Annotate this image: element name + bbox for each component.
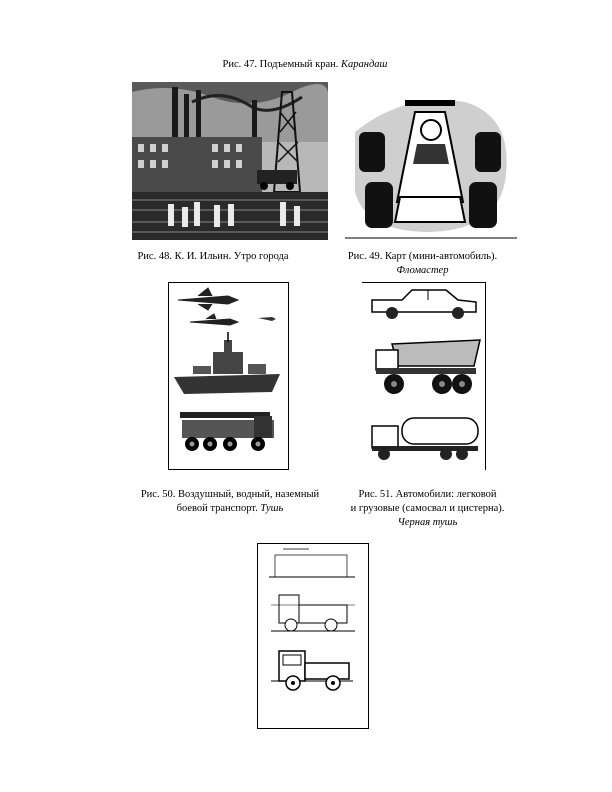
caption-fig-49-medium: Фломастер [396,265,449,276]
caption-fig-50-line1: Рис. 50. Воздушный, водный, наземный [140,489,320,500]
caption-fig-49 [330,250,515,278]
caption-fig-47 [180,58,430,72]
caption-fig-51-line2: и грузовые (самосвал и цистерна). [350,503,505,514]
caption-fig-50-line2: боевой транспорт. [176,503,261,514]
caption-fig-50-medium: Тушь [260,503,284,514]
figure-51-cars [362,282,486,470]
caption-fig-48 [118,250,308,264]
figure-truck-construction-steps [257,543,369,729]
caption-fig-48-text: Рис. 48. К. И. Ильин. Утро города [137,251,289,262]
caption-fig-51-medium: Черная тушь [397,517,458,528]
caption-fig-47-medium: Карандаш [341,59,388,70]
caption-fig-47-text: Рис. 47. Подъемный кран. [222,59,342,70]
caption-fig-51 [335,488,520,530]
figure-50-military-transport [168,282,289,470]
figure-48-city-engraving [132,82,328,240]
caption-fig-50 [130,488,330,516]
caption-fig-51-line1: Рис. 51. Автомобили: легковой [358,489,497,500]
caption-fig-49-line1: Рис. 49. Карт (мини-автомобиль). [347,251,498,262]
figure-49-kart-drawing [345,92,517,240]
